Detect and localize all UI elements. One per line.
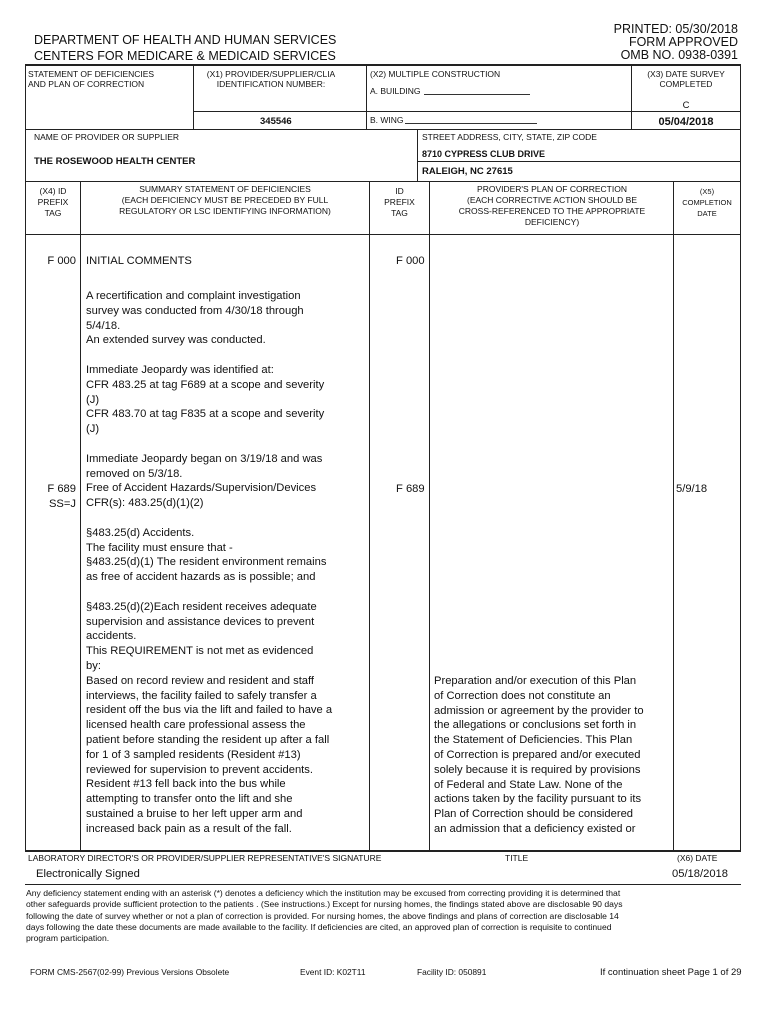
event-id: Event ID: K02T11	[300, 967, 366, 977]
page-indicator: If continuation sheet Page 1 of 29	[600, 967, 742, 978]
centers-title: CENTERS FOR MEDICARE & MEDICAID SERVICES	[34, 49, 336, 63]
facility-id: Facility ID: 050891	[417, 967, 487, 977]
x3-code: C	[682, 100, 690, 111]
date-label: (X6) DATE	[677, 853, 718, 863]
disclaimer-text: Any deficiency statement ending with an asterisk (*) denotes a deficiency which the institution may be excused from correcting providing it is determined that other safeguards provide sufficient protection to the patients . (See instructions.) Except for nursing homes, the findings stated above are disclosable 90 days following the date of survey whether or not a plan of correction is provided. For nursing homes, the above findings and plans of correction are disclosable 14 days following the date these documents are made available to the facility. If deficiencies are cited, an approved plan of correction is requisite to continued program participation.	[26, 888, 623, 944]
tag-f000: F 000	[47, 255, 76, 267]
printed-date: PRINTED: 05/30/2018	[613, 22, 738, 36]
x1-label: (X1) PROVIDER/SUPPLIER/CLIA IDENTIFICATION NUMBER:	[206, 69, 336, 89]
tag-f689-right: F 689	[396, 483, 425, 495]
provider-name-label: NAME OF PROVIDER OR SUPPLIER	[34, 132, 179, 142]
paragraph: A recertification and complaint investigation survey was conducted from 4/30/18 through 5/4/18. An extended survey was conducted.	[86, 290, 304, 347]
plan-header: PROVIDER'S PLAN OF CORRECTION (EACH CORRECTIVE ACTION SHOULD BE CROSS-REFERENCED TO THE APPROPRIATE DEFICIENCY)	[458, 184, 646, 227]
statement-label: STATEMENT OF DEFICIENCIES AND PLAN OF CORRECTION	[28, 69, 155, 89]
wing-label: B. WING	[370, 115, 404, 125]
form-approved: FORM APPROVED	[628, 35, 738, 49]
street-address: 8710 CYPRESS CLUB DRIVE	[422, 149, 546, 159]
paragraph: §483.25(d)(2)Each resident receives adequate supervision and assistance devices to prevent accidents. This REQUIREMENT is not met as evidenced by: Based on record review and resident and staff interviews, the facility failed to safely transfer a resident off the bus via the lift and failed to have a licensed health care professional assess the patient before standing the resident up after a fall for 1 of 3 sampled residents (Resident #13) reviewed for supervision to prevent accidents. Resident #13 fell back into the bus while attempting to transfer onto the lift and she sustained a bruise to her left upper arm and increased back pain as a result of the fall.	[86, 600, 333, 835]
address-label: STREET ADDRESS, CITY, STATE, ZIP CODE	[422, 132, 597, 142]
omb-number: OMB NO. 0938-0391	[620, 48, 738, 62]
plan-of-correction-text: Preparation and/or execution of this Plan of Correction does not constitute an admission or agreement by the provider to the allegations or conclusions set forth in the Statement of Deficiencies. This Plan of Correction is prepared and/or executed solely because it is required by provisions of Federal and State Law. None of the actions taken by the facility pursuant to its Plan of Correction should be considered an admission that a deficiency existed or	[434, 675, 644, 835]
provider-name: THE ROSEWOOD HEALTH CENTER	[34, 156, 196, 167]
summary-block-1	[86, 289, 366, 851]
x3-label: (X3) DATE SURVEY COMPLETED	[647, 69, 725, 89]
title-label: TITLE	[505, 853, 529, 863]
x5-header: (X5) COMPLETION DATE	[682, 187, 732, 218]
initial-comments: INITIAL COMMENTS	[86, 255, 192, 267]
paragraph: Immediate Jeopardy began on 3/19/18 and was removed on 5/3/18.	[86, 452, 323, 480]
x1-value: 345546	[260, 116, 292, 127]
x4-header: (X4) ID PREFIX TAG	[37, 186, 69, 218]
signature-value: Electronically Signed	[36, 868, 140, 880]
form-number: FORM CMS-2567(02-99) Previous Versions Obsolete	[30, 967, 230, 977]
city-state-zip: RALEIGH, NC 27615	[422, 166, 513, 177]
tag-f000-right: F 000	[396, 255, 425, 267]
paragraph: §483.25(d) Accidents. The facility must ensure that - §483.25(d)(1) The resident environment remains as free of accident hazards as is possible; and	[86, 526, 327, 584]
completion-date: 5/9/18	[676, 483, 708, 495]
signature-label: LABORATORY DIRECTOR'S OR PROVIDER/SUPPLIER REPRESENTATIVE'S SIGNATURE	[28, 853, 382, 863]
building-label: A. BUILDING	[370, 86, 421, 96]
id-header: ID PREFIX TAG	[384, 186, 415, 218]
signature-date: 05/18/2018	[672, 868, 728, 880]
x2-label: (X2) MULTIPLE CONSTRUCTION	[370, 69, 501, 79]
paragraph: Immediate Jeopardy was identified at: CFR 483.25 at tag F689 at a scope and severity (J) CFR 483.70 at tag F835 at a scope and severity (J)	[86, 363, 325, 436]
department-title: DEPARTMENT OF HEALTH AND HUMAN SERVICES	[34, 33, 337, 47]
tag-ssj: SS=J	[48, 498, 76, 510]
tag-f689: F 689	[47, 483, 76, 495]
x3-date: 05/04/2018	[658, 116, 714, 128]
f689-title: Free of Accident Hazards/Supervision/Devices CFR(s): 483.25(d)(1)(2)	[86, 482, 317, 510]
summary-header: SUMMARY STATEMENT OF DEFICIENCIES (EACH DEFICIENCY MUST BE PRECEDED BY FULL REGULATORY OR LSC IDENTIFYING INFORMATION)	[119, 184, 331, 216]
